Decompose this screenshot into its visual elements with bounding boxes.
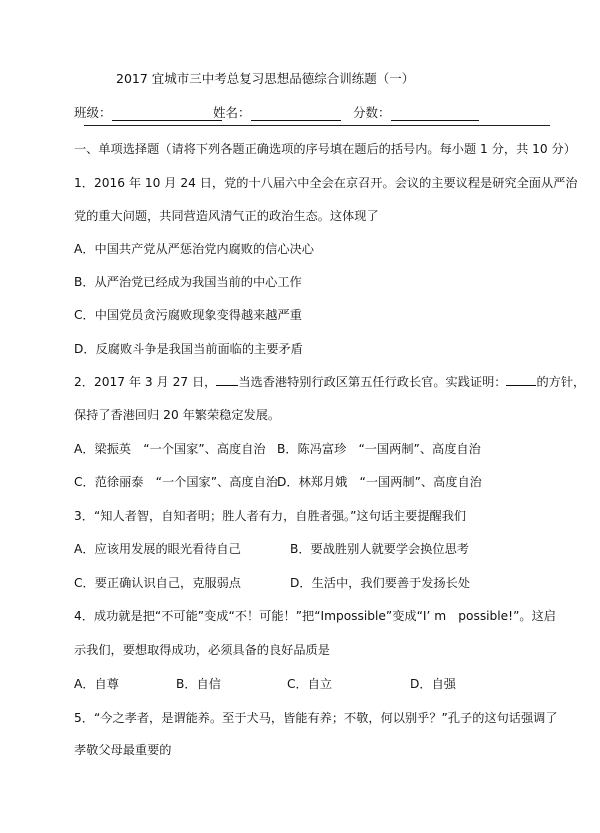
score-blank	[391, 108, 479, 121]
q5-stem-line2: 孝敬父母最重要的	[74, 743, 172, 757]
q1-option-d: D．反腐败斗争是我国当前面临的主要矛盾	[74, 342, 303, 356]
class-field	[74, 103, 222, 121]
q2-blank-2	[506, 374, 536, 386]
q2-blank-1	[216, 374, 238, 386]
section-heading: 一、单项选择题（请将下列各题正确选项的序号填在题后的括号内。每小题 1 分，共 10 分）	[74, 142, 576, 156]
q2-stem-part2: 当选香港特别行政区第五任行政长官。实践证明：	[238, 375, 507, 389]
q2-stem-line1	[74, 373, 585, 390]
score-label: 分数：	[353, 105, 391, 120]
q2-option-d: D．林郑月娥 “一国两制”、高度自治	[277, 475, 482, 489]
q5-stem-line1: 5．“今之孝者，是谓能养。至于犬马，皆能有养；不敬，何以别乎？”孔子的这句话强调了	[74, 711, 558, 725]
name-field	[213, 103, 341, 121]
q4-option-a: A．自尊	[74, 677, 119, 691]
q2-stem-line2: 保持了香港回归 20 年繁荣稳定发展。	[74, 408, 281, 422]
q3-option-a: A．应该用发展的眼光看待自己	[74, 542, 241, 556]
q3-stem: 3．“知人者智，自知者明；胜人者有力，自胜者强。”这句话主要提醒我们	[74, 509, 467, 523]
q3-option-d: D．生活中，我们要善于发扬长处	[290, 576, 471, 590]
q2-option-a: A．梁振英 “一个国家”、高度自治	[74, 442, 266, 456]
q4-option-c: C．自立	[287, 677, 333, 691]
q1-option-b: B．从严治党已经成为我国当前的中心工作	[74, 275, 302, 289]
q4-stem-line2: 示我们，要想取得成功，必须具备的良好品质是	[74, 643, 330, 657]
q2-stem-part1: 2．2017 年 3 月 27 日，	[74, 375, 217, 389]
q4-stem-line1: 4．成功就是把“不可能”变成“不！可能！”把“Impossible”变成“I’ m possible!”。这启	[74, 609, 556, 623]
q4-option-b: B．自信	[176, 677, 221, 691]
score-field	[353, 103, 479, 121]
name-blank	[251, 108, 341, 121]
class-label: 班级：	[74, 105, 112, 120]
class-blank	[112, 108, 222, 121]
exam-title: 2017 宜城市三中考总复习思想品德综合训练题（一）	[116, 71, 415, 86]
q2-option-b: B．陈冯富珍 “一国两制”、高度自治	[277, 442, 481, 456]
q1-stem-line2: 党的重大问题，共同营造风清气正的政治生态。这体现了	[74, 209, 379, 223]
header-divider	[84, 125, 550, 126]
q1-stem-line1: 1．2016 年 10 月 24 日，党的十八届六中全会在京召开。会议的主要议程是研究全面从严治	[74, 176, 578, 190]
q2-option-c: C．范徐丽泰 “一个国家”、高度自治	[74, 475, 278, 489]
q3-option-c: C．要正确认识自己，克服弱点	[74, 576, 241, 590]
q1-option-c: C．中国党员贪污腐败现象变得越来越严重	[74, 308, 302, 322]
q2-stem-part3: 的方针，	[536, 375, 586, 389]
q3-option-b: B．要战胜别人就要学会换位思考	[290, 542, 469, 556]
q4-option-d: D．自强	[410, 677, 456, 691]
q1-option-a: A．中国共产党从严惩治党内腐败的信心决心	[74, 242, 314, 256]
name-label: 姓名：	[213, 105, 251, 120]
